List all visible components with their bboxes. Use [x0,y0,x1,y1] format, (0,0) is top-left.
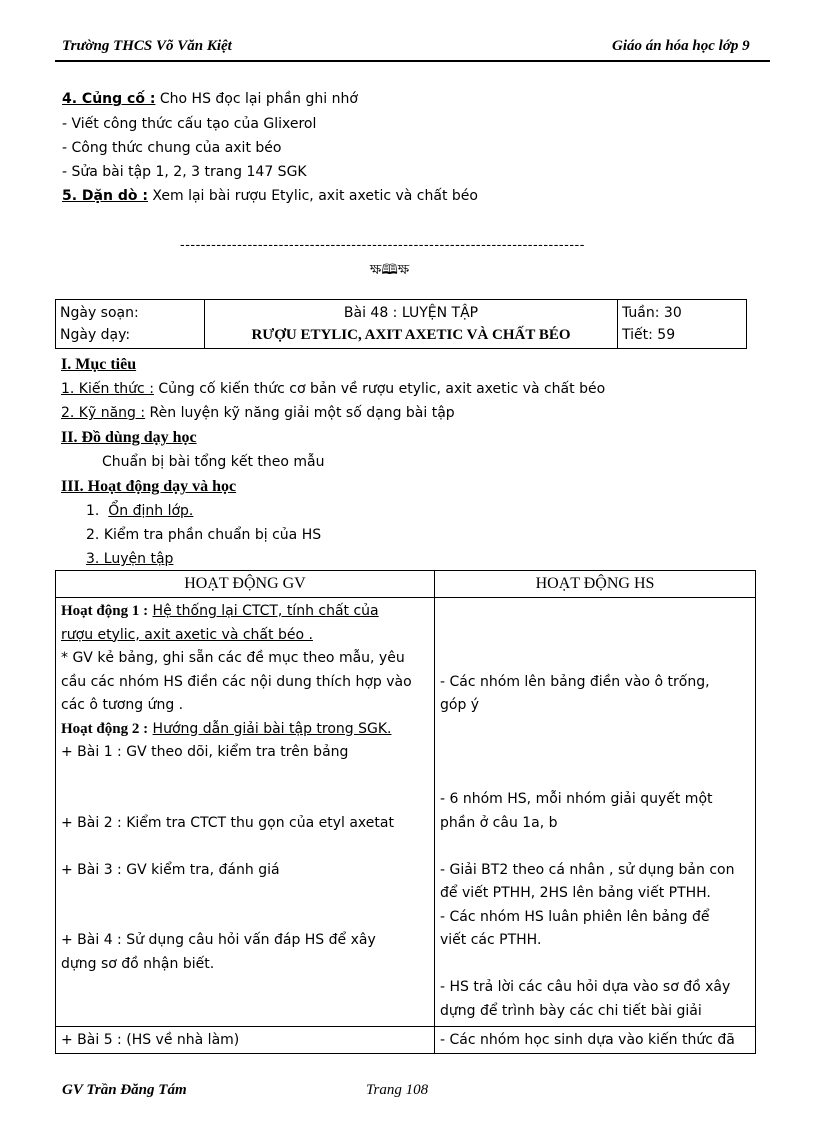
teach-date-label: Ngày dạy: [60,327,131,343]
activity-1-desc: cầu các nhóm HS điền các nội dung thích hợp vào [61,673,412,690]
review-heading-text: Cho HS đọc lại phần ghi nhớ [155,91,358,107]
week-period-cell [618,300,747,349]
knowledge-label: 1. Kiến thức : [61,381,154,397]
hs-response: góp ý [440,697,480,713]
separator-ornament: ক্ষ🕮ক্ষ [370,262,410,278]
period-label: Tiết: 59 [622,327,676,343]
step-item: 2. Kiểm tra phần chuẩn bị của HS [86,527,322,543]
hs-response: viết các PTHH. [440,932,542,948]
knowledge-line [61,381,605,397]
header-school: Trường THCS Võ Văn Kiệt [62,38,232,54]
activity-2-line: Hoạt động 2 : Hướng dẫn giải bài tập trong SGK. [61,720,392,737]
hs-response: - 6 nhóm HS, mỗi nhóm giải quyết một [440,791,713,807]
skill-label: 2. Kỹ năng : [61,405,146,421]
exercise-5: + Bài 5 : (HS về nhà làm) [61,1032,240,1048]
hs-response: - Các nhóm lên bảng điền vào ô trống, [440,673,710,690]
prep-date-label: Ngày soạn: [60,305,139,321]
homework-heading: 5. Dặn dò : [62,188,148,204]
hs-response: - Giải BT2 theo cá nhân , sử dụng bản con [440,861,735,878]
header-hs: HOẠT ĐỘNG HS [435,571,756,598]
activity-1-desc: * GV kẻ bảng, ghi sẵn các đề mục theo mẫu, yêu [61,650,405,666]
exercise-1: + Bài 1 : GV theo dõi, kiểm tra trên bảng [61,744,349,760]
hs-row-last [435,1027,756,1054]
hs-response: phần ở câu 1a, b [440,814,558,831]
review-line [62,91,358,107]
gv-column [56,598,435,1027]
exercise-2: + Bài 2 : Kiểm tra CTCT thu gọn của etyl axetat [61,814,394,831]
date-cell [56,300,205,349]
lesson-info-table [55,299,747,349]
activity-1-desc: các ô tương ứng . [61,697,184,713]
header-rule [55,60,770,62]
activity-1-line: Hoạt động 1 : Hệ thống lại CTCT, tính chất của [61,603,379,619]
gv-row-last [56,1027,435,1054]
homework-text: Xem lại bài rượu Etylic, axit axetic và chất béo [147,188,478,204]
activity-table [55,570,756,1054]
knowledge-text: Củng cố kiến thức cơ bản về rượu etylic, axit axetic và chất béo [153,381,606,397]
hs-response: - Các nhóm học sinh dựa vào kiến thức đã [440,1032,735,1048]
header-gv: HOẠT ĐỘNG GV [56,571,435,598]
hs-response: - HS trả lời các câu hỏi dựa vào sơ đồ xây [440,979,731,995]
week-label: Tuần: 30 [622,305,682,321]
objectives-heading: I. Mục tiêu [61,356,137,373]
exercise-4: + Bài 4 : Sử dụng câu hỏi vấn đáp HS để xây [61,932,376,948]
header-subject: Giáo án hóa học lớp 9 [612,38,750,54]
review-item: - Sửa bài tập 1, 2, 3 trang 147 SGK [62,164,307,180]
activities-heading: III. Hoạt động dạy và học [61,478,237,495]
homework-line [62,188,478,204]
review-item: - Viết công thức cấu tạo của Glixerol [62,116,317,132]
skill-text: Rèn luyện kỹ năng giải một số dạng bài tập [145,405,455,421]
skill-line [61,405,455,421]
hs-column [435,598,756,1027]
step-item: 1. Ổn định lớp. [86,503,194,519]
lesson-title-cell [205,300,618,349]
hs-response: để viết PTHH, 2HS lên bảng viết PTHH. [440,885,711,901]
step-item: 3. Luyện tập [86,551,174,567]
exercise-3: + Bài 3 : GV kiểm tra, đánh giá [61,861,280,878]
hs-response: - Các nhóm HS luân phiên lên bảng để [440,908,710,925]
lesson-subtitle: RƯỢU ETYLIC, AXIT AXETIC VÀ CHẤT BÉO [251,327,571,343]
footer-page: Trang 108 [366,1082,429,1098]
materials-text: Chuẩn bị bài tổng kết theo mẫu [102,454,325,470]
materials-heading: II. Đồ dùng dạy học [61,429,197,446]
separator-dashes: ------------------------------------------------------------------------------ [180,238,585,253]
review-heading: 4. Củng cố : [62,91,156,107]
review-item: - Công thức chung của axit béo [62,140,282,156]
hs-response: dựng để trình bày các chi tiết bài giải [440,1002,702,1019]
lesson-title: Bài 48 : LUYỆN TẬP [343,305,479,321]
exercise-4-cont: dựng sơ đồ nhận biết. [61,955,215,972]
footer-teacher: GV Trần Đăng Tám [62,1082,187,1098]
activity-1-title: rượu etylic, axit axetic và chất béo . [61,626,313,643]
